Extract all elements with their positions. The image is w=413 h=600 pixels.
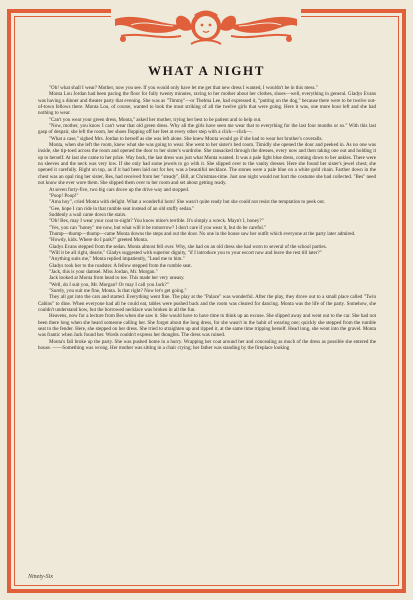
story-paragraph: Monta's fall broke up the party. She was pushed home in a hurry. Wrapping her coat around her and concealing as much of the dress as possible she entered the house. ——Something was wrong. Her mother was sitting in a chair crying; her father was standing by the fireplace looking [38, 338, 376, 352]
story-paragraph: "Gee, hope I can ride in that rumble seat instead of an old stuffy sedan." [49, 205, 195, 212]
story-paragraph: Gladys Evans stepped from the sedan. Monta almost fell over. Why, she had on an old dress she had worn to several of the school parties. [49, 243, 327, 250]
story-paragraph: "Jack, this is your damsel. Miss Jordan, Mr. Morgan." [49, 268, 158, 275]
story-paragraph: At seven forty-five, two big cars drove up the drive way and stopped. [49, 186, 190, 193]
story-paragraph: Monta Lou Jordan had been pacing the floor for fully twenty minutes, raving to her mother about her clothes, shoes—well, everything in general. Gladys Evans was having a dinner and theater party that evening. She was as "Timmy"—or Thelma Lee, had expressed it, "putting on the dog," because there were to be twelve out-of-town fellows there. Monta Lou, of course, wanted to look the most striking of all the twelve girls that were going. Here it was, one more hour left and she had nothing to wear. [38, 91, 376, 117]
page-number: Ninety-Six [28, 574, 53, 580]
story-paragraph: Thump—thump—thump—came Monta downs the steps and out the door. No one in the house saw her outfit which everyone at the party later admired. [49, 230, 356, 237]
story-title: WHAT A NIGHT [148, 63, 265, 78]
story-paragraph: Monta, when she left the room, knew what she was going to wear. She went to her sister's bed room. Timidly she opened the door and peeked in. As no one was inside, she tip-toed across the room and opened the door to her sister's wardrobe. She ransacked through the dresses, every now and then taking one out and holding it up to herself. At last she came to her prize. Way back, the last dress was just what Monta wanted. It was a pale light blue dress, coming down to her ankles. There were no sleeves and the neck was very low. If she only had some jewels to go with it. She slipped over to the vanity dresser. Here she found her sister's jewel chest; she opened it carefully. Right on top, as if it had been laid out for her, was a beautiful necklace. The stones were a pale blue on a white gold chain. Farther down in the chest was an opal ring her sister, Bes, had received from her "steady", Bill, at Christmas-time. Just one night would not hurt the costume she had collected. "Bes" need not know she ever wore them. She slipped them over to her room and set about getting ready. [38, 142, 376, 187]
story-paragraph: "What a case," sighed Mrs. Jordan to herself as she was left alone. She knew Monta would go if she had to wear her brother's coveralls. [49, 135, 323, 142]
story-paragraph: "Now, mother, you know I can't wear that old green dress. Why all the girls have seen me wear that to everything for the last four months or so." With this last gasp of despair, she left the room, her shoes flopping off her feet at every other step with a click—click—. [38, 123, 376, 136]
story-paragraph: "Surely, you suit me fine, Monta. Is that right? Now let's get going." [49, 288, 187, 294]
story-paragraph: Jack looked at Monta from head to toe. This made her very uneasy. [49, 275, 185, 282]
story-paragraph: Heavens, now for a lecture from Bes when she saw it. She would have to have time to think up an excuse. She slipped away and went out to the car. She had not been there long when she heard someone calling her. She forgot about the long dress, for she wasn't in the habit of wearing one; quickly she stepped from the rumble seat to the fender. Here, she stepped on her dress. She tried to straighten up and ripped it, at the same time tripping herself. Head long, she went into the gravel. Monta was frantic when Jack found her. Words couldn't express her thoughts. The dress was ruined. [38, 313, 376, 339]
story-paragraph: They all got into the cars and started. Everything went fine. The play at the "Palace" was wonderful. After the play, they drove out to a small place called "Twin Cabins" to dine. When everyone had all he could eat, tables were pushed back and the room was cleared for dancing. Monta was the life of the party. Somehow, she couldn't understand how, but the borrowed necklace was broken in all the fun. [38, 294, 376, 314]
story-paragraph: "Anything suits me," Monta replied impatiently, "Lead me to him." [49, 256, 185, 263]
cherub-crest-icon [111, 6, 301, 50]
story-paragraph: "Oh! Bes, may I wear your coat to-night? You know mine's terrible. It's simply a wreck. Mayn't I, honey?" [49, 218, 264, 225]
story-paragraph: "Yes, you can "honey" me now, but what will it be tomorrow? I don't care if you wear it, but do be careful." [49, 224, 267, 231]
story-paragraph: Suddenly a wail came down the stairs. [49, 211, 127, 218]
story-body [38, 85, 376, 351]
story-paragraph: "Will it be all right, dearie," Gladys suggested with superior dignity, "if I introduce you to your escort now and leave the rest till later?" [49, 249, 322, 256]
story-paragraph: "Can't you wear your green dress, Monta," asked her mother, trying her best to be patient and to help out. [49, 116, 262, 123]
story-paragraph: "Poop! Poop!" [49, 192, 79, 199]
story-paragraph: "Ama hoy", cried Monta with delight. What a wonderful horn! She wasn't quite ready but she could not resist the temptation to peek out. [49, 199, 326, 206]
story-paragraph: "Howdy, kids. Where do I park?" greeted Monta. [49, 237, 149, 244]
story-paragraph: Gladys took her to the roadster. A fellow stepped from the rumble seat. [49, 262, 192, 269]
story-paragraph: "Well, do I suit you, Mr. Morgan? Or may I call you Jack?" [49, 281, 169, 288]
story-paragraph: "Oh! what shall I wear? Mother, now you see. If you would only have let me get that new dress I wanted, I wouldn't be in this mess." [49, 85, 318, 91]
